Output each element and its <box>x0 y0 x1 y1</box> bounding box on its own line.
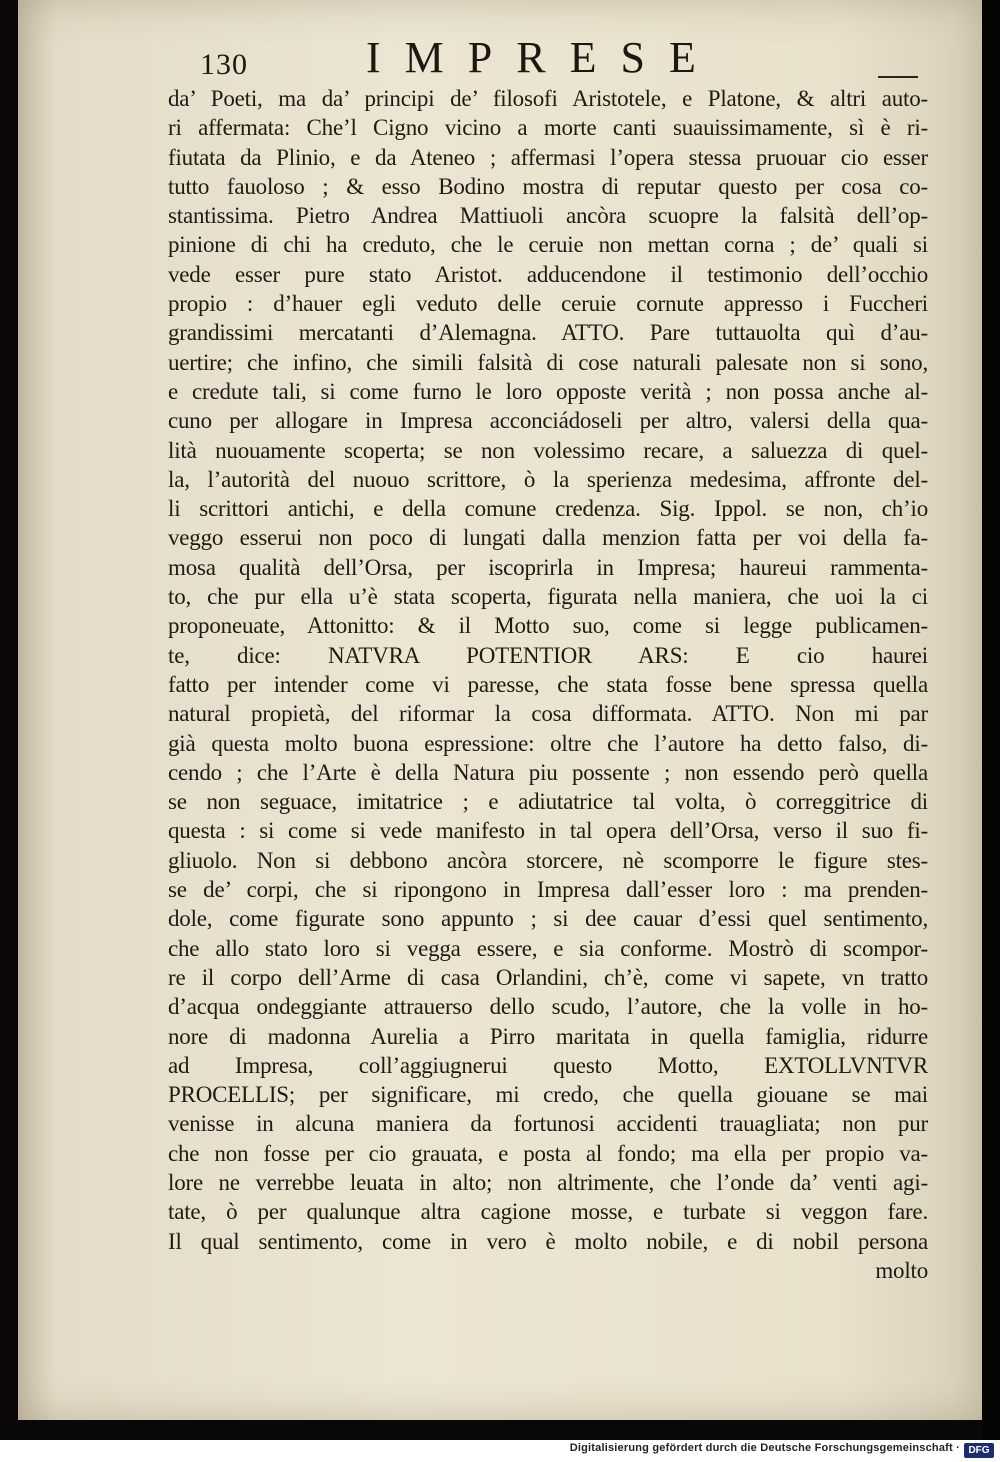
text-line: venisse in alcuna maniera da fortunosi accidenti trauagliata; non pur <box>168 1111 928 1137</box>
text-line: PROCELLIS; per significare, mi credo, che quella giouane se mai <box>168 1082 928 1108</box>
text-line: tutto fauoloso ; & esso Bodino mostra di reputar questo per cosa co- <box>168 173 928 199</box>
text-line: se non seguace, imitatrice ; e adiutatrice tal volta, ò correggitrice di <box>168 789 928 815</box>
text-line: che non fosse per cio grauata, e posta al fondo; ma ella per propio va- <box>168 1140 928 1166</box>
text-line: ad Impresa, coll’aggiugnerui questo Motto, EXTOLLVNTVR <box>168 1052 928 1078</box>
dfg-logo: DFG <box>964 1443 994 1458</box>
text-line: Il qual sentimento, come in vero è molto nobile, e di nobil persona <box>168 1228 928 1254</box>
text-line: fatto per intender come vi paresse, che stata fosse bene spressa quella <box>168 671 928 697</box>
footer-credit: Digitalisierung gefördert durch die Deutsche Forschungsgemeinschaft · <box>569 1442 960 1454</box>
text-line: lità nuouamente scoperta; se non volessimo recare, a saluezza di quel- <box>168 437 928 463</box>
text-line: natural propietà, del riformar la cosa difformata. ATTO. Non mi par <box>168 701 928 727</box>
text-line: proponeuate, Attonitto: & il Motto suo, come si legge publicamen- <box>168 613 928 639</box>
digitization-footer <box>0 1440 1000 1462</box>
text-line: che allo stato loro si vegga essere, e sia conforme. Mostrò di scompor- <box>168 935 928 961</box>
text-line: e credute tali, si come furno le loro opposte verità ; non possa anche al- <box>168 378 928 404</box>
text-line: cendo ; che l’Arte è della Natura piu possente ; non essendo però quella <box>168 759 928 785</box>
text-line: mosa qualità dell’Orsa, per iscoprirla in Impresa; haureui rammenta- <box>168 554 928 580</box>
text-line: ri affermata: Che’l Cigno vicino a morte canti suauissimamente, sì è ri- <box>168 115 928 141</box>
scan-edge <box>982 0 1000 1440</box>
text-line: la, l’autorità del nuouo scrittore, ò la sperienza medesima, affronte del- <box>168 466 928 492</box>
text-line: re il corpo dell’Arme di casa Orlandini, ch’è, come vi sapete, vn tratto <box>168 964 928 990</box>
text-line: d’acqua ondeggiante attrauerso dello scudo, l’autore, che la volle in ho- <box>168 994 928 1020</box>
book-page <box>18 0 983 1420</box>
text-line: questa : si come si vede manifesto in tal opera dell’Orsa, verso il suo fi- <box>168 818 928 844</box>
text-line: grandissimi mercatanti d’Alemagna. ATTO. Pare tuttauolta quì d’au- <box>168 320 928 346</box>
text-line: li scrittori antichi, e della comune credenza. Sig. Ippol. se non, ch’io <box>168 496 928 522</box>
text-line: nore di madonna Aurelia a Pirro maritata in quella famiglia, ridurre <box>168 1023 928 1049</box>
text-line: propio : d’hauer egli veduto delle ceruie cornute appresso i Fuccheri <box>168 291 928 317</box>
text-line: pinione di chi ha creduto, che le ceruie non mettan corna ; de’ quali si <box>168 232 928 258</box>
body-text <box>168 84 928 1285</box>
text-line: cuno per allogare in Impresa acconciádoseli per altro, valersi della qua- <box>168 408 928 434</box>
text-line: stantissima. Pietro Andrea Mattiuoli ancòra scuopre la falsità dell’op- <box>168 203 928 229</box>
text-line: uertire; che infino, che simili falsità di cose naturali palesate non si sono, <box>168 349 928 375</box>
text-line: te, dice: NATVRA POTENTIOR ARS: E cio haurei <box>168 642 928 668</box>
page-number: 130 <box>200 48 248 81</box>
text-line: gliuolo. Non si debbono ancòra storcere, nè scomporre le figure stes- <box>168 847 928 873</box>
page-header <box>188 33 888 82</box>
running-head: IMPRESE <box>366 33 720 82</box>
text-line: veggo esserui non poco di lungati dalla menzion fatta per voi della fa- <box>168 525 928 551</box>
text-line: da’ Poeti, ma da’ principi de’ filosofi Aristotele, e Platone, & altri auto- <box>168 86 928 111</box>
text-line: lore ne verrebbe leuata in alto; non altrimente, che l’onde da’ venti agi- <box>168 1169 928 1195</box>
text-line: se de’ corpi, che si ripongono in Impresa dall’esser loro : ma prenden- <box>168 877 928 903</box>
text-line: fiutata da Plinio, e da Ateneo ; affermasi l’opera stessa pruouar cio esser <box>168 144 928 170</box>
text-line: vede esser pure stato Aristot. adducendone il testimonio dell’occhio <box>168 261 928 287</box>
text-line: molto <box>875 1257 928 1283</box>
header-rule <box>878 76 918 78</box>
text-line: tate, ò per qualunque altra cagione mosse, e turbate si veggon fare. <box>168 1199 928 1225</box>
text-line: già questa molto buona espressione: oltre che l’autore ha detto falso, di- <box>168 730 928 756</box>
text-line: to, che pur ella u’è stata scoperta, figurata nella maniera, che uoi la ci <box>168 584 928 610</box>
text-line: dole, come figurate sono appunto ; si dee cauar d’essi quel sentimento, <box>168 906 928 932</box>
